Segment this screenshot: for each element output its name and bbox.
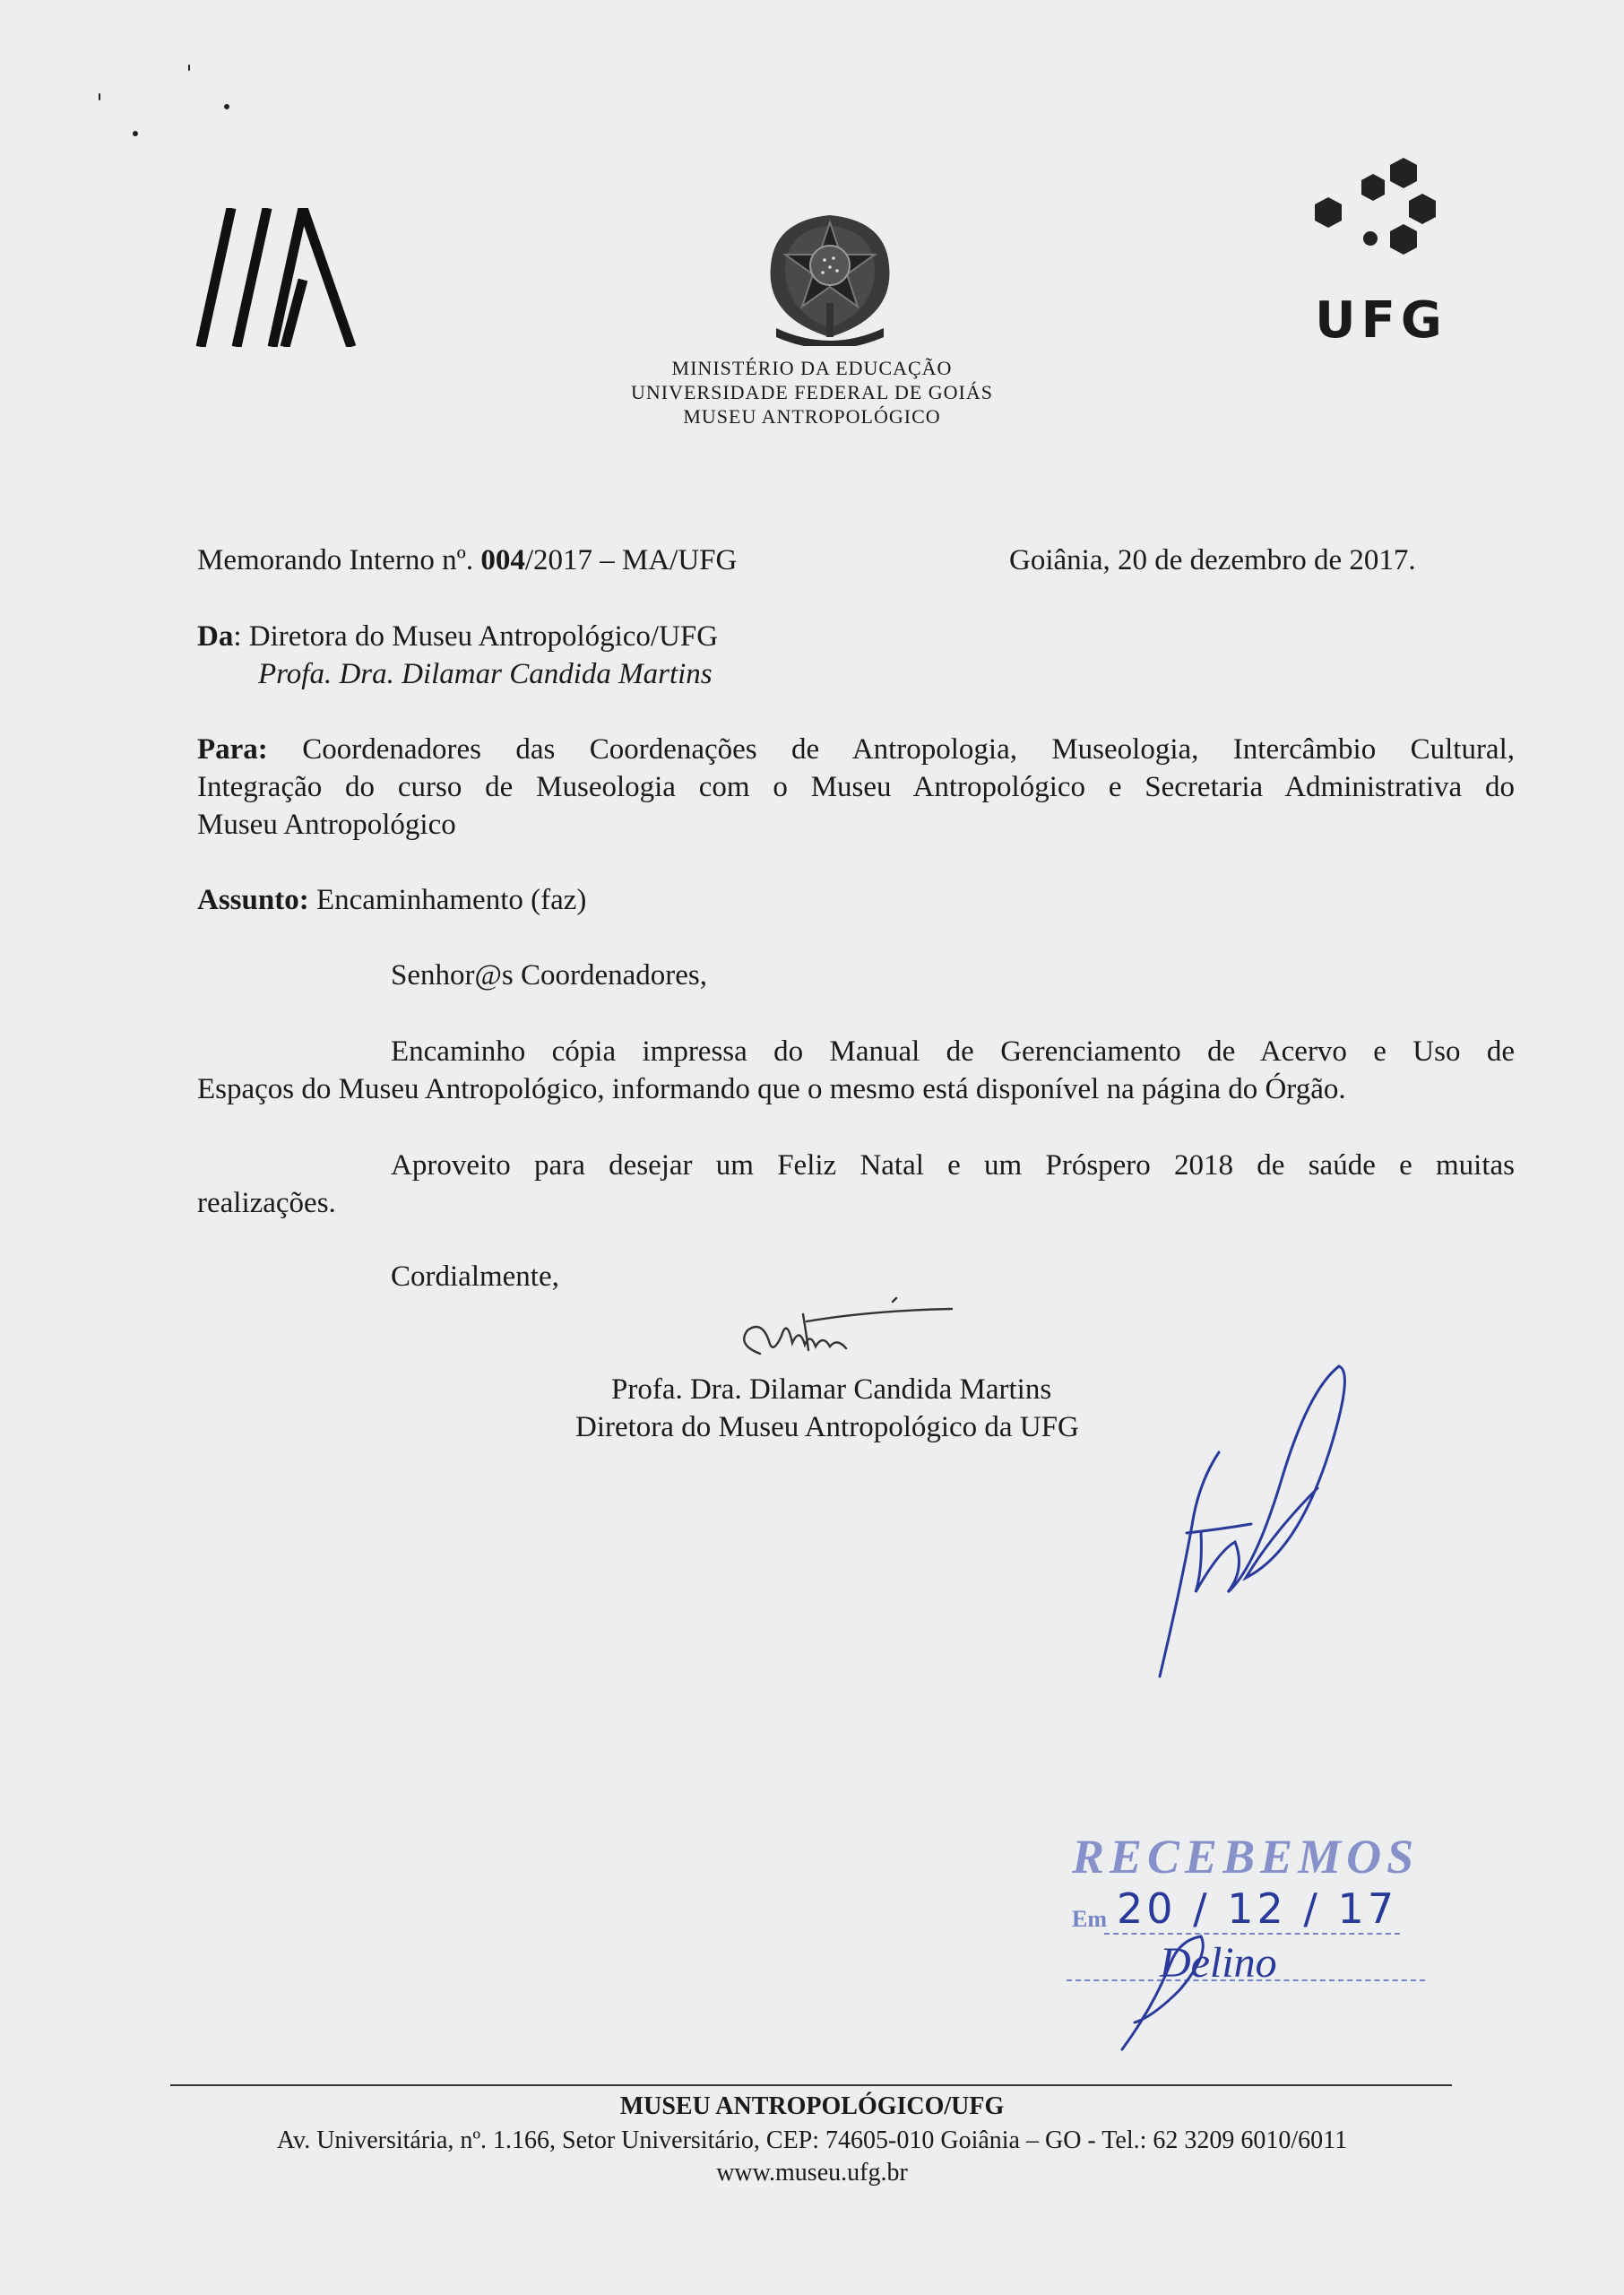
footer-website: www.museu.ufg.br — [716, 2159, 908, 2187]
to-line-1 — [197, 731, 1515, 768]
memo-number-suffix: /2017 – MA/UFG — [524, 544, 738, 576]
footer-address: Av. Universitária, nº. 1.166, Setor Universitário, CEP: 74605-010 Goiânia – GO - Tel.: 62 3209 6010/6011 — [276, 2126, 1348, 2154]
closing: Cordialmente, — [391, 1260, 559, 1293]
coat-of-arms-icon — [758, 203, 902, 346]
memo-date: Goiânia, 20 de dezembro de 2017. — [1009, 544, 1416, 576]
scan-speck — [188, 65, 190, 71]
footer-rule — [170, 2084, 1452, 2086]
paragraph-2-line-1: Aproveito para desejar um Feliz Natal e um Próspero 2018 de saúde e muitas — [391, 1149, 1515, 1182]
blue-rubric-icon — [1147, 1354, 1362, 1685]
stamp-date-prefix: Em — [1072, 1906, 1107, 1932]
stamp-signed: Delino — [1160, 1939, 1277, 1987]
subject-line — [197, 881, 586, 919]
memo-number-prefix: Memorando Interno nº. — [197, 544, 474, 576]
received-stamp — [1063, 1829, 1439, 2053]
scan-speck — [224, 104, 229, 109]
memo-number: 004 — [480, 544, 525, 576]
scan-speck — [99, 93, 100, 100]
paragraph-2-line-2: realizações. — [197, 1187, 336, 1219]
from-name: Profa. Dra. Dilamar Candida Martins — [258, 658, 713, 690]
greeting: Senhor@s Coordenadores, — [391, 959, 707, 992]
from-line — [197, 618, 718, 655]
header-university: UNIVERSIDADE FEDERAL DE GOIÁS — [631, 381, 993, 403]
subject-label: Assunto: — [197, 884, 309, 916]
scan-speck — [133, 131, 138, 136]
stamp-date: 20 / 12 / 17 — [1117, 1884, 1398, 1933]
memo-number-line — [197, 541, 737, 579]
to-line-2: Integração do curso de Museologia com o Museu Antropológico e Secretaria Administrativa do — [197, 771, 1515, 803]
signature-name: Profa. Dra. Dilamar Candida Martins — [611, 1373, 1052, 1406]
ufg-logo-text: UFG — [1315, 291, 1447, 350]
stamp-text: RECEBEMOS — [1072, 1830, 1420, 1884]
subject-value: Encaminhamento (faz) — [315, 884, 587, 916]
to-label: Para: — [197, 733, 268, 766]
paragraph-1-line-2: Espaços do Museu Antropológico, informando que o mesmo está disponível na página do Órgão. — [197, 1073, 1346, 1105]
header-museum: MUSEU ANTROPOLÓGICO — [683, 405, 941, 428]
from-value: : Diretora do Museu Antropológico/UFG — [233, 620, 719, 653]
signature-title: Diretora do Museu Antropológico da UFG — [575, 1411, 1079, 1443]
museum-logo-icon — [195, 208, 358, 347]
to-line-3: Museu Antropológico — [197, 809, 456, 841]
paragraph-1-line-1: Encaminho cópia impressa do Manual de Gerenciamento de Acervo e Uso de — [391, 1035, 1515, 1068]
ufg-logo-icon — [1310, 158, 1445, 258]
footer-name: MUSEU ANTROPOLÓGICO/UFG — [619, 2092, 1005, 2120]
header-ministry: MINISTÉRIO DA EDUCAÇÃO — [671, 357, 953, 379]
from-label: Da — [197, 620, 234, 653]
to-line-1-text: Coordenadores das Coordenações de Antropologia, Museologia, Intercâmbio Cultural, — [302, 733, 1516, 766]
stamp-signature-stroke-icon — [1117, 1927, 1224, 2053]
